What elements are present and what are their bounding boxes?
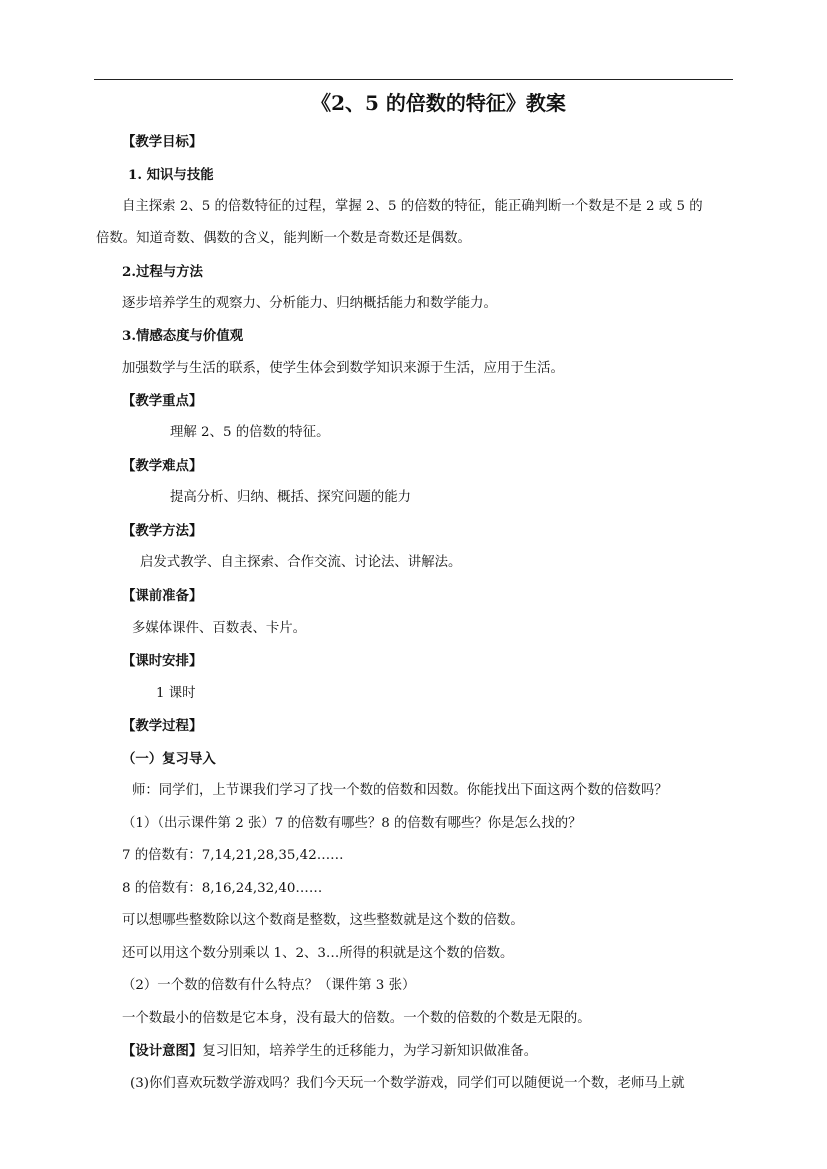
paragraph-line: 可以想哪些整数除以这个数商是整数，这些整数就是这个数的倍数。	[122, 913, 524, 928]
paragraph-line: （1）（出示课件第 2 张）7 的倍数有哪些？8 的倍数有哪些？你是怎么找的？	[122, 816, 582, 831]
design-intent-text: 复习旧知，培养学生的迁移能力，为学习新知识做准备。	[202, 1044, 538, 1059]
heading-schedule: 【课时安排】	[122, 653, 203, 669]
paragraph-line: 还可以用这个数分别乘以 1、2、3…所得的积就是这个数的倍数。	[122, 946, 514, 961]
paragraph-line: 加强数学与生活的联系，使学生体会到数学知识来源于生活，应用于生活。	[122, 361, 564, 376]
heading-preparation: 【课前准备】	[122, 588, 203, 604]
paragraph-line: 一个数最小的倍数是它本身，没有最大的倍数。一个数的倍数的个数是无限的。	[122, 1011, 591, 1026]
paragraph-line: 多媒体课件、百数表、卡片。	[132, 621, 307, 636]
design-intent-line	[122, 1042, 537, 1061]
subheading-process: 2.过程与方法	[122, 264, 203, 280]
subheading-review: （一）复习导入	[122, 751, 216, 767]
paragraph-line: 逐步培养学生的观察力、分析能力、归纳概括能力和数学能力。	[122, 296, 497, 311]
paragraph-line: 自主探索 2、5 的倍数特征的过程，掌握 2、5 的倍数的特征，能正确判断一个数是不是 2 或 5 的	[122, 199, 703, 214]
heading-objectives: 【教学目标】	[122, 134, 203, 150]
subheading-attitude: 3.情感态度与价值观	[122, 328, 244, 344]
paragraph-line: 提高分析、归纳、概括、探究问题的能力	[170, 490, 412, 505]
header-rule	[94, 79, 733, 80]
paragraph-line: (3)你们喜欢玩数学游戏吗？我们今天玩一个数学游戏，同学们可以随便说一个数，老师马上就	[130, 1076, 685, 1091]
subheading-knowledge: 1. 知识与技能	[128, 167, 214, 183]
paragraph-line: 8 的倍数有：8,16,24,32,40……	[122, 881, 323, 896]
paragraph-line: （2）一个数的倍数有什么特点？（课件第 3 张）	[122, 978, 416, 993]
paragraph-line: 倍数。知道奇数、偶数的含义，能判断一个数是奇数还是偶数。	[96, 231, 471, 246]
paragraph-line: 理解 2、5 的倍数的特征。	[170, 425, 330, 440]
paragraph-line: 师：同学们，上节课我们学习了找一个数的倍数和因数。你能找出下面这两个数的倍数吗？	[132, 783, 668, 798]
heading-process: 【教学过程】	[122, 718, 203, 734]
heading-methods: 【教学方法】	[122, 523, 203, 539]
heading-key-points: 【教学重点】	[122, 393, 203, 409]
heading-difficulties: 【教学难点】	[122, 458, 203, 474]
paragraph-line: 7 的倍数有：7,14,21,28,35,42……	[122, 848, 344, 863]
design-intent-label: 【设计意图】	[122, 1043, 203, 1059]
paragraph-line: 1 课时	[156, 686, 196, 701]
paragraph-line: 启发式教学、自主探索、合作交流、讨论法、讲解法。	[140, 555, 462, 570]
document-title: 《2、5 的倍数的特征》教案	[311, 91, 566, 115]
